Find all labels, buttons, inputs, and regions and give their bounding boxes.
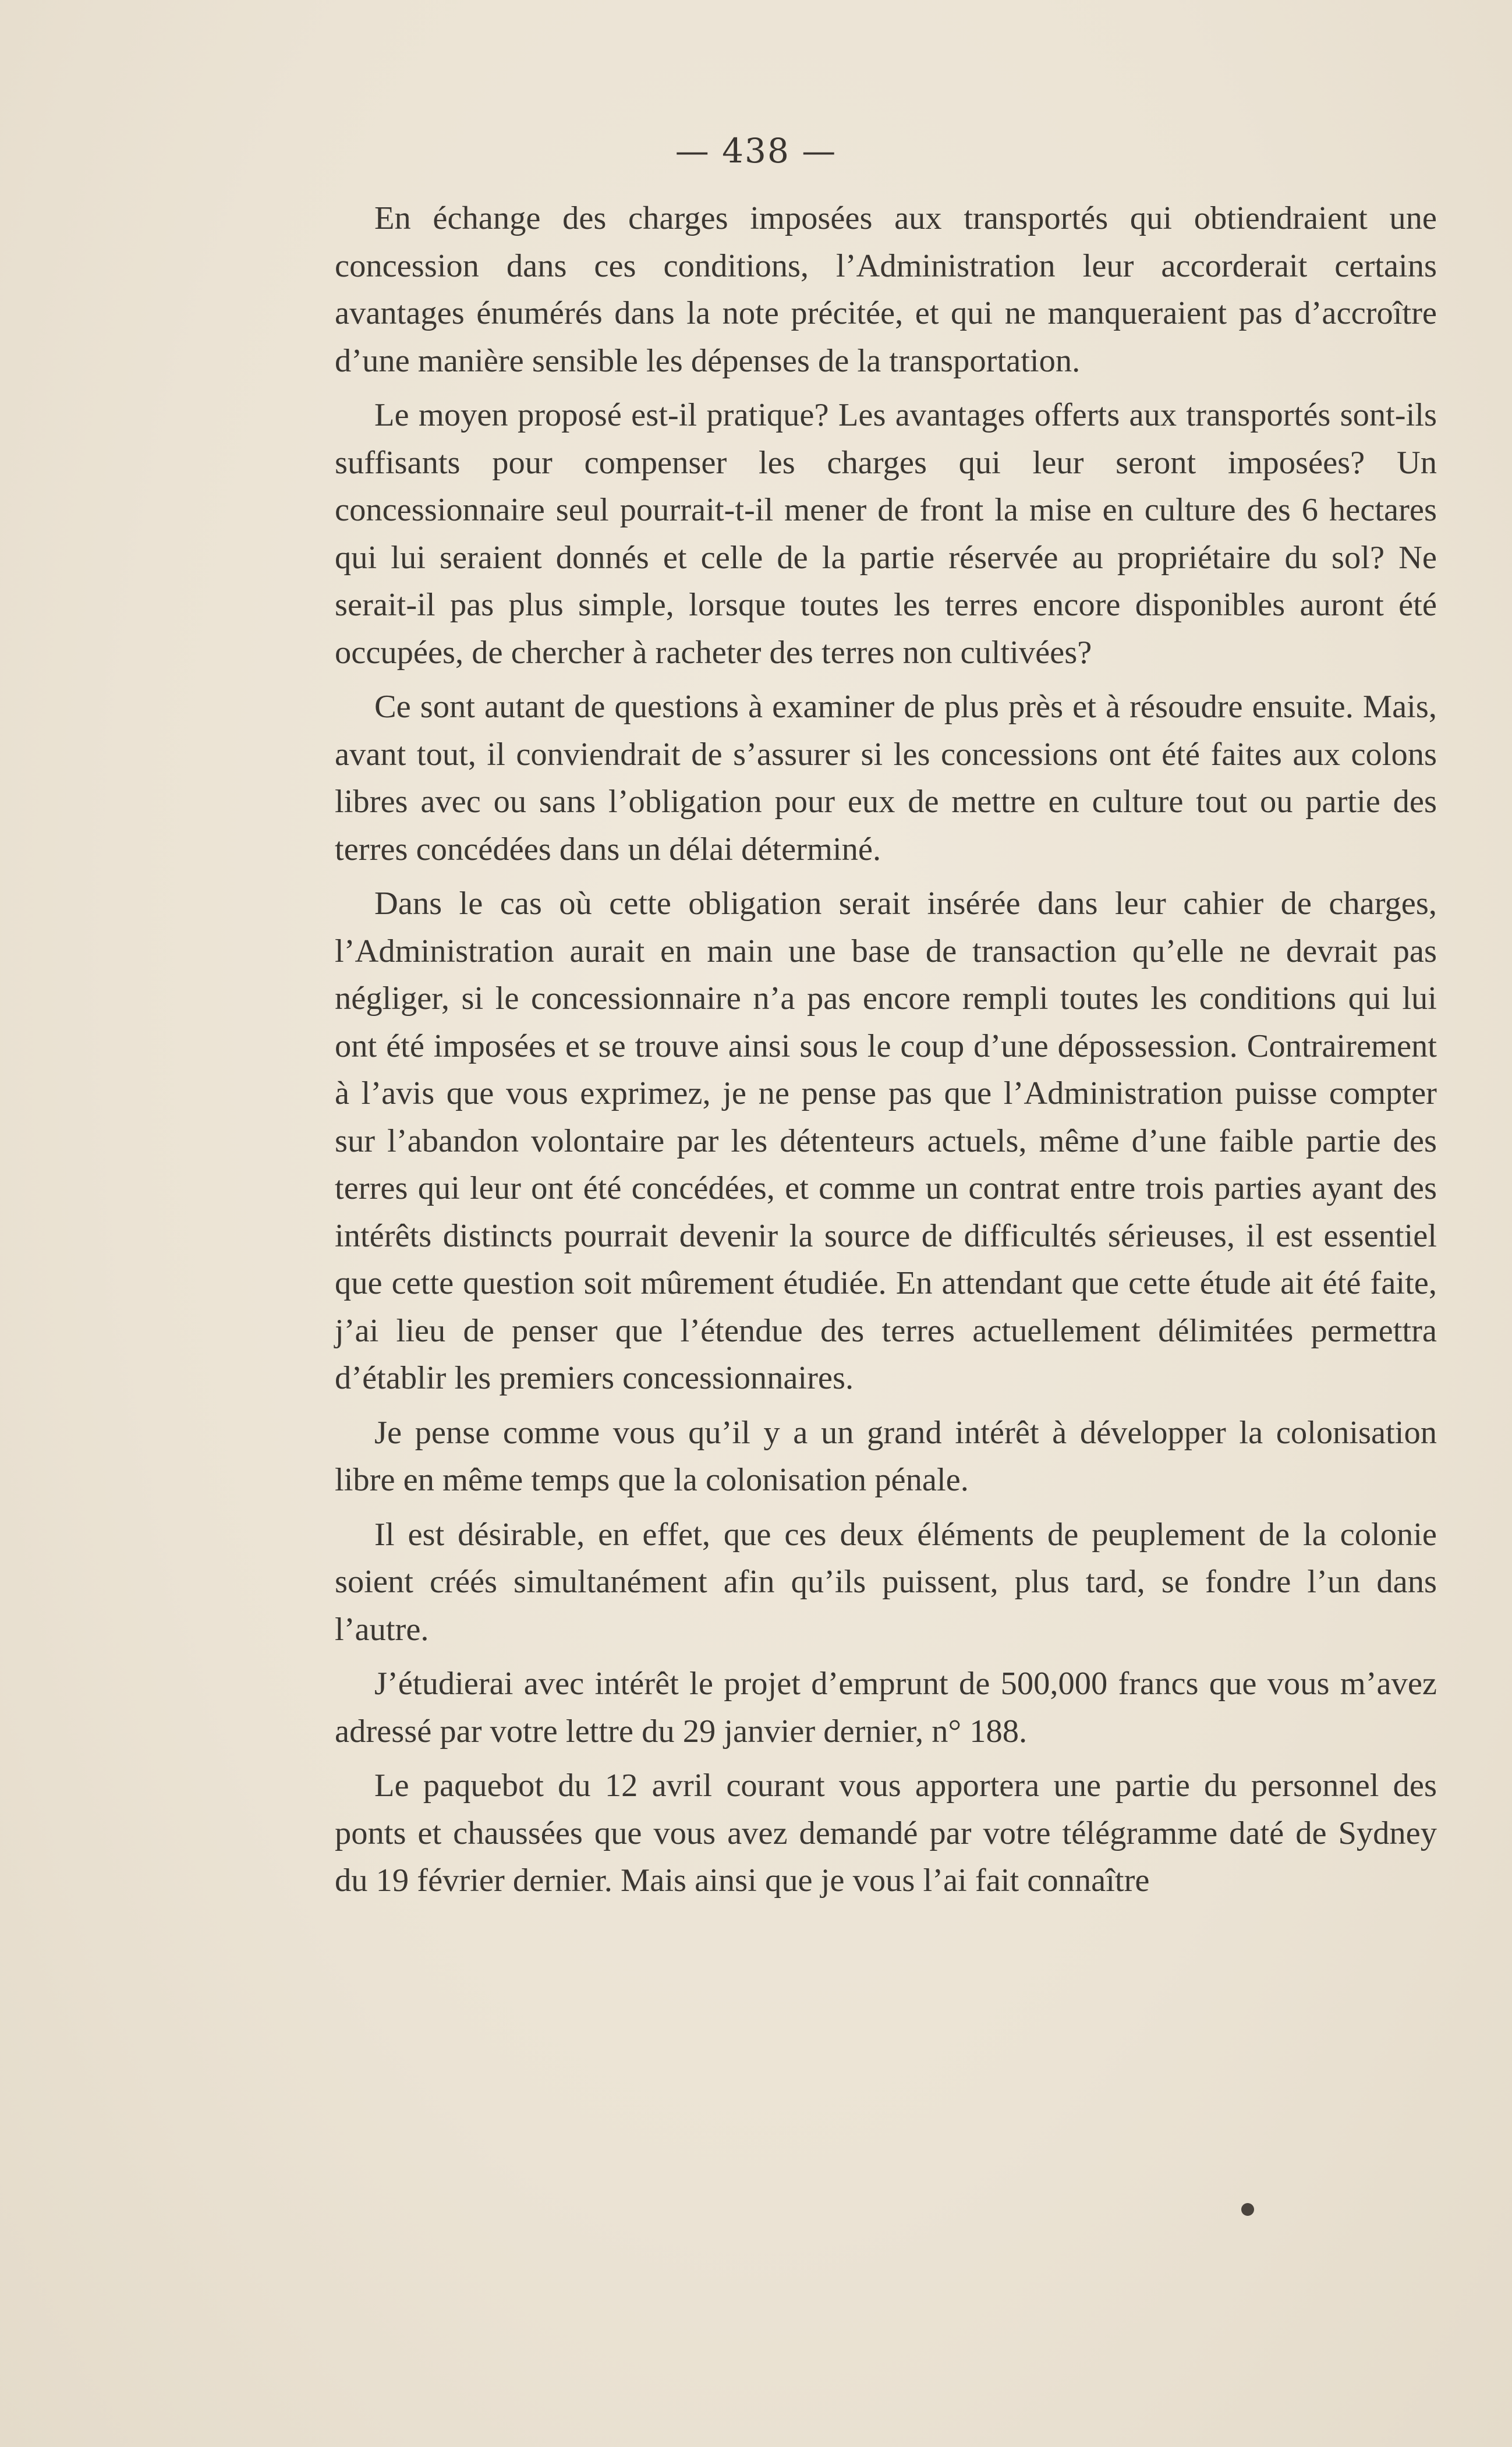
paragraph: Dans le cas où cette obligation serait insérée dans leur cahier de charges, l’Administration aurait en main une base de transaction qu’elle ne devrait pas négliger, si le concessionnaire n’a pas encore rempli toutes les conditions qui lui ont été imposées et se trouve ainsi sous le coup d’une dépossession. Contrairement à l’avis que vous exprimez, je ne pense pas que l’Administration puisse compter sur l’abandon volontaire par les détenteurs actuels, même d’une faible partie des terres qui leur ont été concédées, et comme un contrat entre trois parties ayant des intérêts distincts pourrait devenir la source de difficultés sérieuses, il est essentiel que cette question soit mûrement étudiée. En attendant que cette étude ait été faite, j’ai lieu de penser que l’étendue des terres actuellement délimitées permettra d’établir les premiers concessionnaires. [335, 886, 1437, 1396]
paragraph: En échange des charges imposées aux transportés qui obtiendraient une concession dans ces conditions, l’Administration leur accorderait certains avantages énumérés dans la note précitée, et qui ne manqueraient pas d’accroître d’une manière sensible les dépenses de la transportation. [335, 200, 1437, 379]
paragraph: Le moyen proposé est-il pratique? Les avantages offerts aux transportés sont-ils suffisants pour compenser les charges qui leur seront imposées? Un concessionnaire seul pourrait-t-il mener de front la mise en culture des 6 hectares qui lui seraient donnés et celle de la partie réservée au propriétaire du sol? Ne serait-il pas plus simple, lorsque toutes les terres encore disponibles auront été occupées, de chercher à racheter des terres non cultivées? [335, 397, 1437, 671]
paragraph: Je pense comme vous qu’il y a un grand intérêt à développer la colonisation libre en même temps que la colonisation pénale. [335, 1414, 1437, 1498]
page-number: — 438 — [675, 131, 837, 171]
body-text [335, 195, 1437, 1912]
paragraph: J’étudierai avec intérêt le projet d’emprunt de 500,000 francs que vous m’avez adressé par votre lettre du 29 janvier dernier, n° 188. [335, 1666, 1437, 1750]
paragraph: Il est désirable, en effet, que ces deux éléments de peuplement de la colonie soient créés simultanément afin qu’ils puissent, plus tard, se fondre l’un dans l’autre. [335, 1516, 1437, 1648]
ink-speck [1241, 2203, 1254, 2216]
paragraph: Ce sont autant de questions à examiner de plus près et à résoudre ensuite. Mais, avant tout, il conviendrait de s’assurer si les concessions ont été faites aux colons libres avec ou sans l’obligation pour eux de mettre en culture tout ou partie des terres concédées dans un délai déterminé. [335, 689, 1437, 867]
paragraph: Le paquebot du 12 avril courant vous apportera une partie du personnel des ponts et chaussées que vous avez demandé par votre télégramme daté de Sydney du 19 février dernier. Mais ainsi que je vous l’ai fait connaître [335, 1768, 1437, 1899]
